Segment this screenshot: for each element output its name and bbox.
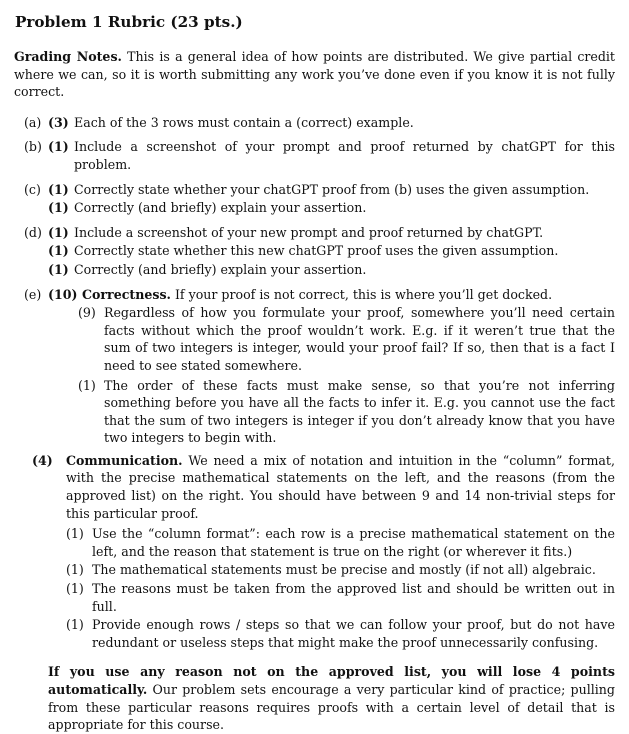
page-title: Problem 1 Rubric (23 pts.) (15, 13, 243, 31)
rubric-item (66, 525, 615, 560)
rubric-item (66, 561, 615, 579)
points: (1) (48, 243, 69, 259)
rubric-item (48, 224, 615, 242)
rubric-item (78, 304, 615, 374)
item-text: The order of these facts must make sense, so that you’re not inferring something before you have all the facts to infer it. E.g. you cannot use the fact that the sum of two integers is integer if you don’t already know that you have two integers to begin with. (104, 377, 615, 446)
grading-notes-text: This is a general idea of how points are distributed. We give partial credit where we can, so it is worth submitting any work you’ve done even if you know it is not fully correct. (14, 49, 615, 100)
points: (1) (66, 562, 84, 578)
communication-text: We need a mix of notation and intuition in the “column” format, with the precise mathematical statements on the left, and the reasons (from the approved list) on the right. You should have between 9 and 14 non-trivial steps for this particular proof. (66, 452, 615, 521)
points: (1) (66, 581, 84, 597)
item-text: Provide enough rows / steps so that we can follow your proof, but do not have redundant or useless steps that might make the proof unnecessarily confusing. (92, 617, 615, 650)
points: (1) (78, 377, 96, 393)
points: (1) (48, 139, 69, 155)
rubric-item (66, 580, 615, 615)
rubric-item (48, 199, 615, 217)
item-text: Correctly state whether this new chatGPT proof uses the given assumption. (74, 243, 559, 259)
item-text: Use the “column format”: each row is a precise mathematical statement on the left, and the reason that statement is true on the right (or wherever it fits.) (92, 526, 615, 559)
points: (4) (32, 452, 53, 468)
part-c (14, 181, 615, 218)
points: (1) (66, 526, 84, 542)
part-d (14, 224, 615, 280)
part-label: (c) (24, 181, 41, 197)
grading-notes-label: Grading Notes. (14, 49, 122, 64)
rubric-item (66, 616, 615, 651)
item-text: The reasons must be taken from the approved list and should be written out in full. (92, 581, 615, 614)
grading-notes (14, 48, 615, 101)
approved-list-warning (48, 663, 615, 733)
item-text: Correctly state whether your chatGPT proof from (b) uses the given assumption. (74, 181, 590, 197)
correctness-text: If your proof is not correct, this is where you’ll get docked. (174, 286, 553, 302)
correctness-heading (48, 286, 615, 304)
points: (10) (48, 286, 78, 302)
communication-items (66, 525, 615, 651)
communication-heading (32, 452, 615, 522)
communication-title: Communication. (66, 452, 183, 468)
part-label: (d) (24, 224, 42, 240)
item-text: Each of the 3 rows must contain a (correct) example. (74, 114, 414, 130)
rubric-item (48, 138, 615, 173)
part-a (14, 114, 615, 133)
rubric-item (48, 242, 615, 260)
item-text: Regardless of how you formulate your proof, somewhere you’ll need certain facts without which the proof wouldn’t work. E.g. if it weren’t true that the sum of two integers is integer, would your proof fail? If so, then that is a fact I need to see stated somewhere. (104, 305, 615, 373)
part-b (14, 138, 615, 174)
item-text: The mathematical statements must be precise and mostly (if not all) algebraic. (92, 562, 596, 578)
item-text: Correctly (and briefly) explain your assertion. (74, 200, 367, 216)
part-e (14, 286, 615, 653)
rubric-item (78, 377, 615, 447)
part-label: (e) (24, 286, 42, 302)
item-text: Include a screenshot of your prompt and proof returned by chatGPT for this problem. (74, 139, 615, 172)
part-label: (a) (24, 114, 42, 130)
warning-text: Our problem sets encourage a very particular kind of practice; pulling from these particular reasons requires proofs with a certain level of detail that is appropriate for this course. (48, 682, 615, 733)
points: (1) (66, 617, 84, 633)
points: (1) (48, 224, 69, 240)
rubric-item (48, 181, 615, 199)
warning-bold: If you use any reason not on the approved list, you will lose 4 points automatically. (48, 664, 615, 697)
item-text: Include a screenshot of your new prompt and proof returned by chatGPT. (74, 224, 544, 240)
rubric-item (48, 114, 615, 132)
rubric-item (48, 261, 615, 279)
points: (1) (48, 261, 69, 277)
points: (3) (48, 114, 69, 130)
correctness-items (78, 304, 615, 447)
points: (1) (48, 200, 69, 216)
correctness-title: Correctness. (82, 286, 171, 302)
part-label: (b) (24, 139, 42, 155)
item-text: Correctly (and briefly) explain your assertion. (74, 261, 367, 277)
points: (1) (48, 181, 69, 197)
points: (9) (78, 305, 96, 321)
